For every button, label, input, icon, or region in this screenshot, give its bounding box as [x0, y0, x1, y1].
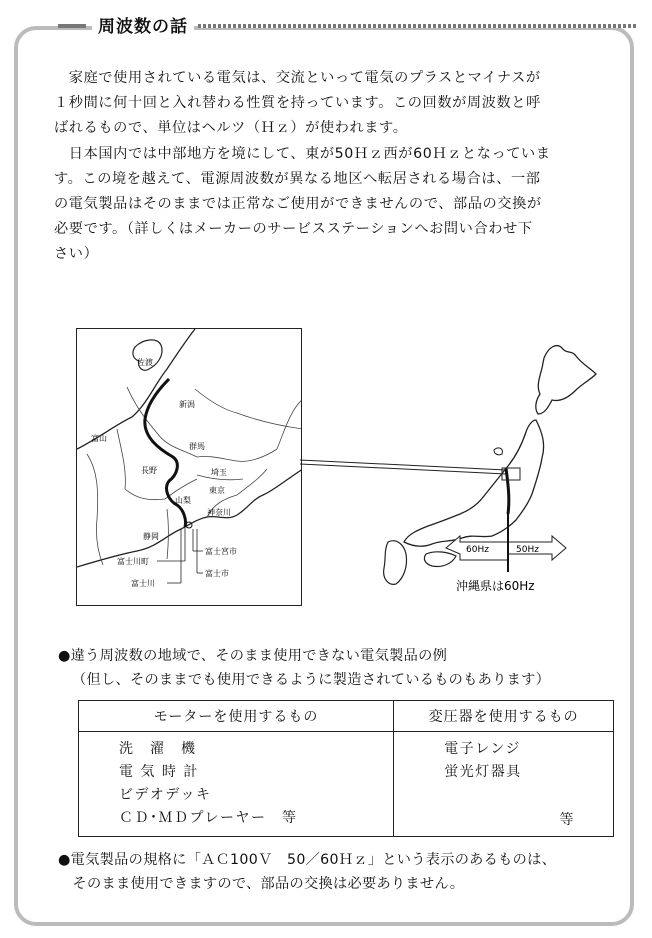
map-label-toyama: 富山 — [91, 434, 107, 443]
map-label-yamanashi: 山梨 — [175, 496, 191, 505]
map-label-nagano: 長野 — [141, 466, 157, 475]
japan-map — [376, 328, 616, 608]
paragraph-2 — [54, 142, 614, 267]
map-label-fujikawa-town: 富士川町 — [117, 557, 149, 566]
title-rule-right — [198, 24, 638, 28]
map-label-fuji-city: 富士市 — [205, 569, 229, 578]
paragraph-line: 必要です。（詳しくはメーカーのサービスステーションへお問い合わせ下 — [54, 221, 533, 237]
note-line: （但し、そのままでも使用できるように製造されているものもあります） — [72, 672, 551, 688]
map-label-sado: 佐渡 — [137, 358, 153, 367]
map-label-gunma: 群馬 — [189, 442, 205, 451]
paragraph-line: ばれるもので、単位はヘルツ（Ｈｚ）が使われます。 — [54, 120, 408, 136]
hz-east-label: 50Hz — [516, 545, 539, 555]
hz-west-label: 60Hz — [466, 545, 489, 555]
list-item: ビデオデッキ — [119, 787, 212, 803]
map-label-kanagawa: 神奈川 — [207, 508, 231, 517]
table-cell-motor — [79, 732, 394, 837]
map-label-fujikawa-river: 富士川 — [131, 579, 155, 588]
note-line: ●電気製品の規格に「ＡＣ100Ｖ 50／60Ｈｚ」という表示のあるものは、 — [58, 852, 557, 868]
paragraph-line: す。この境を越えて、電源周波数が異なる地区へ転居される場合は、一部 — [54, 171, 541, 187]
list-item: 蛍光灯器具 — [444, 764, 522, 780]
table-header-row — [79, 701, 614, 732]
map-label-saitama: 埼玉 — [211, 468, 227, 477]
list-item: 電子レンジ — [444, 741, 522, 757]
paragraph-line: 家庭で使用されている電気は、交流といって電気のプラスとマイナスが — [54, 70, 541, 86]
etc-label: 等 — [559, 812, 575, 828]
list-item: ＣＤ･ＭＤプレーヤー 等 — [119, 810, 298, 826]
table-header: 変圧器を使用するもの — [394, 701, 614, 732]
title-bar — [36, 8, 636, 38]
table-header: モーターを使用するもの — [79, 701, 394, 732]
map-label-tokyo: 東京 — [209, 486, 225, 495]
list-item: 洗 濯 機 — [119, 741, 197, 757]
title-rule-left — [58, 24, 86, 28]
paragraph-line: 日本国内では中部地方を境にして、東が50Ｈｚ西が60Ｈｚとなっていま — [54, 146, 551, 162]
list-item: 電 気 時 計 — [119, 764, 199, 780]
table-row — [79, 732, 614, 837]
note-line: ●違う周波数の地域で、そのまま使用できない電気製品の例 — [58, 648, 448, 664]
page-title: 周波数の話 — [92, 12, 194, 37]
paragraph-line: の電気製品はそのままでは正常なご使用ができませんので、部品の交換が — [54, 196, 542, 212]
note-line: そのまま使用できますので、部品の交換は必要ありません。 — [58, 876, 465, 892]
paragraph-line: １秒間に何十回と入れ替わる性質を持っています。この回数が周波数と呼 — [54, 95, 541, 111]
detail-map — [76, 328, 302, 606]
table-cell-transformer — [394, 732, 614, 837]
map-label-niigata: 新潟 — [179, 400, 195, 409]
okinawa-note: 沖縄県は60Hz — [456, 579, 535, 593]
paragraph-line: さい） — [54, 246, 99, 262]
paragraph-1 — [54, 66, 614, 141]
map-label-fujinomiya: 富士宮市 — [205, 547, 237, 556]
map-label-shizuoka: 静岡 — [143, 532, 159, 541]
note-2 — [58, 848, 556, 896]
appliance-table — [78, 700, 614, 837]
note-1 — [58, 644, 550, 692]
